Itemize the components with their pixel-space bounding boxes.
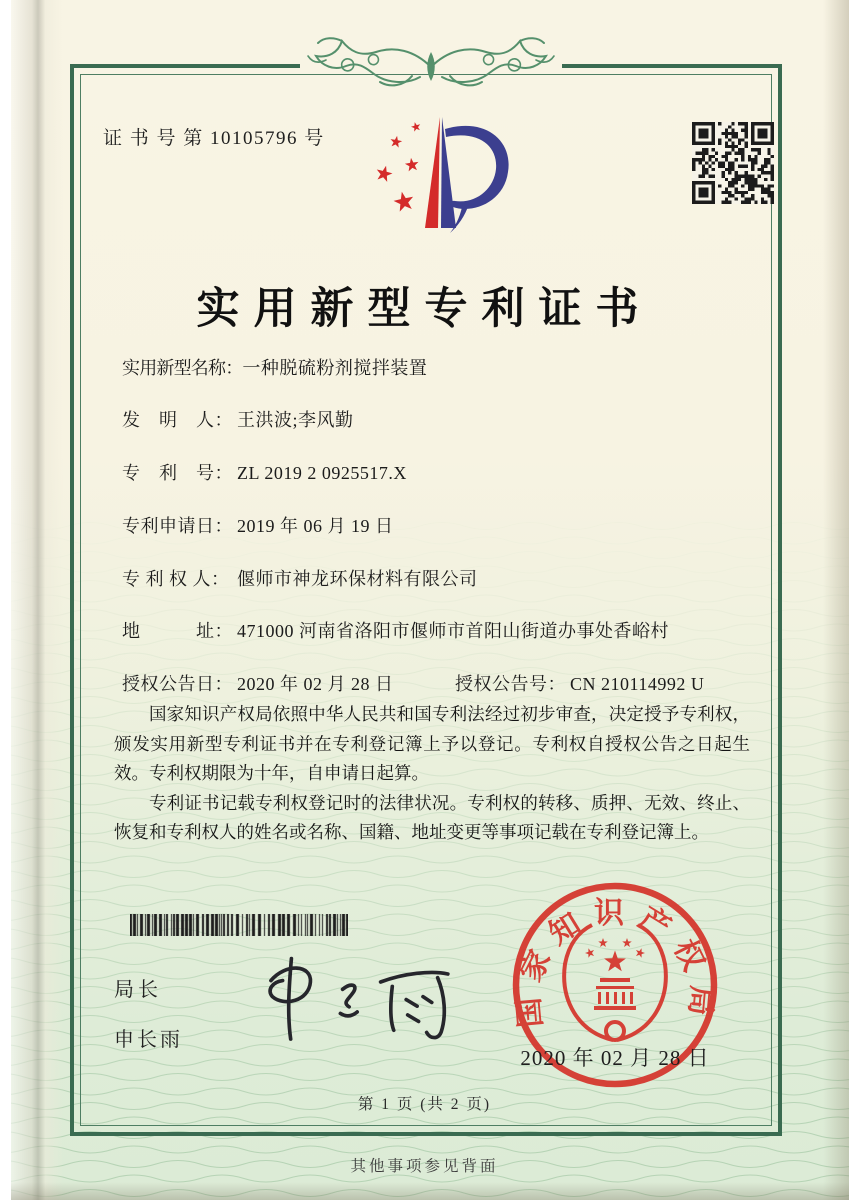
- signer-name: 申长雨: [114, 1029, 183, 1051]
- field-value: 偃师市神龙环保材料有限公司: [237, 569, 478, 589]
- field-grant-date: [122, 670, 705, 696]
- certificate-title: 实用新型专利证书: [196, 285, 653, 333]
- field-label: 授权公告日：: [122, 674, 233, 694]
- field-label: 专利申请日：: [122, 516, 233, 536]
- field-label: 专 利 号：: [122, 463, 233, 483]
- border-ornament-icon: [296, 32, 566, 102]
- field-value: ZL 2019 2 0925517.X: [237, 463, 407, 483]
- field-value: 一种脱硫粉剂搅拌装置: [242, 358, 428, 378]
- scan-edge-shadow-bottom: [0, 1182, 849, 1200]
- field-label: 授权公告号：: [455, 674, 566, 694]
- field-label: 发 明 人：: [122, 410, 233, 430]
- field-value: 2019 年 06 月 19 日: [237, 516, 394, 536]
- field-value: CN 210114992 U: [570, 674, 705, 694]
- seal-text: 国家知识产权局: [511, 896, 719, 1029]
- seal-date: 2020 年 02 月 28 日: [520, 1046, 710, 1070]
- signer-block: [114, 973, 183, 1052]
- field-patentee: [122, 565, 478, 591]
- field-patent-number: [122, 459, 407, 485]
- field-inventors: [122, 406, 354, 432]
- field-utility-model-name: [122, 354, 427, 380]
- scan-edge-shadow-right: [823, 0, 849, 1200]
- legal-paragraph-2: 专利证书记载专利权登记时的法律状况。专利权的转移、质押、无效、终止、恢复和专利权人的姓名或名称、国籍、地址变更等事项记载在专利登记簿上。: [114, 792, 750, 842]
- barcode: [130, 914, 348, 936]
- field-label: 实用新型名称：: [122, 358, 243, 378]
- qr-code: [692, 122, 774, 204]
- national-emblem-icon: [564, 925, 666, 1040]
- field-grant-number: [455, 670, 704, 696]
- field-value: 王洪波;李风勤: [237, 410, 354, 430]
- field-label: 地 址：: [122, 621, 233, 641]
- certificate-number: 证 书 号 第 10105796 号: [103, 128, 325, 149]
- signer-title: 局长: [114, 979, 162, 1001]
- field-application-date: [122, 512, 394, 538]
- scan-edge-shadow-left: [11, 0, 63, 1200]
- cnipa-logo-icon: [366, 112, 522, 236]
- scan-edge-white: [0, 0, 11, 1200]
- field-label: 专 利 权 人：: [122, 569, 230, 589]
- field-value: 2020 年 02 月 28 日: [237, 674, 394, 694]
- legal-paragraph-1: 国家知识产权局依照中华人民共和国专利法经过初步审查，决定授予专利权，颁发实用新型专利证书并在专利登记簿上予以登记。专利权自授权公告之日起生效。专利权期限为十年，自申请日起算。: [114, 704, 750, 783]
- legal-text: [114, 700, 750, 848]
- field-value: 471000 河南省洛阳市偃师市首阳山街道办事处香峪村: [237, 621, 669, 641]
- field-address: [122, 617, 669, 643]
- director-signature: [246, 944, 464, 1050]
- footer-note: 其他事项参见背面: [350, 1158, 499, 1175]
- page-number: 第 1 页 (共 2 页): [357, 1096, 492, 1113]
